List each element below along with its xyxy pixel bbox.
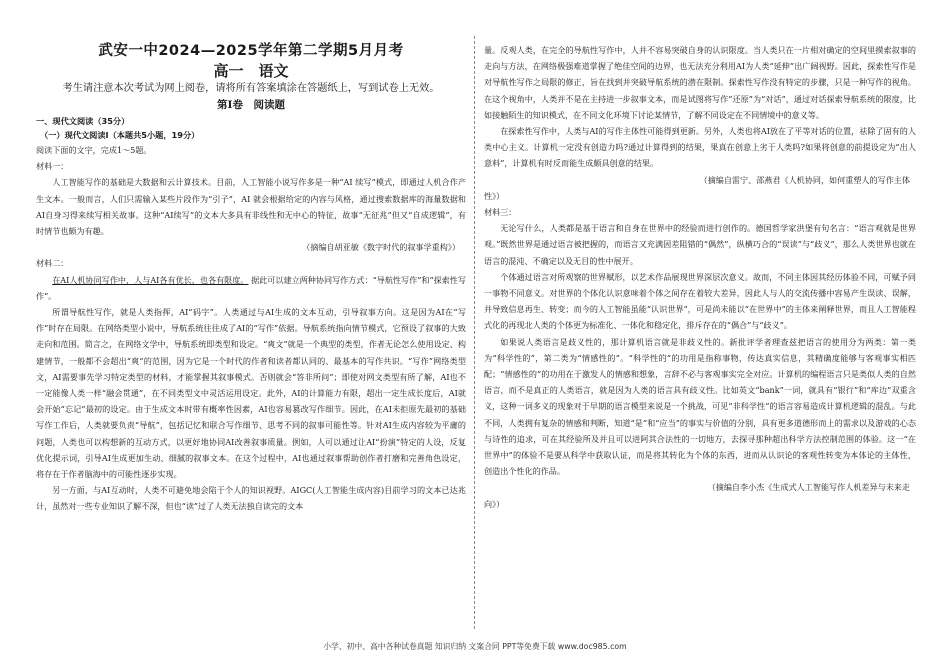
material-2-label: 材料二： (36, 258, 69, 269)
material-2-intro-rest: 据此可以建立两种协同写作方式：“导航性写作”和“探索性写作”。 (36, 274, 467, 301)
page-footer: 小学、初中、高中各种试卷真题 知识归纳 文案合同 PPT等免费下载 www.doc985.com (323, 642, 627, 651)
exam-title: 武安一中2024—2025学年第二学期5月月考 (98, 43, 404, 59)
section-heading: 一、现代文阅读（35分） (36, 116, 130, 126)
underlined-sentence: 在AI人机协同写作中，人与AI各有优长，也各有限度。 (52, 274, 249, 285)
left-column (36, 42, 466, 515)
material-2-continued: 量。反观人类，在完全的导航性写作中，人并不容易突破自身的认识限度。当人类只在一片相对确定的空间里摸索叙事的走向与方法，在网络极强难道掌握了绝佳空间的边界，也无法充分利用AI为人类“延伸”出广阔视野。因此，探索性写作是对导航性写作之局限的修正，旨在找到并突破导航系统的潜在限制。探索性写作没有特定的步骤，只是一种写作的视角。在这个视角中，人类并不是在主持进一步叙事文本，而是试图将写作“还原”为“对话”，通过对话探索导航系统的限度，比如接触陌生的知识模式，在不同文化环境下讨论某情节，了解不同设定在不同情境中的意义等。 (484, 45, 916, 120)
material-3-paragraph-3: 如果说人类语言是歧义性的，那计算机语言就是非歧义性的。新批评学者理查兹把语言的使用分为两类：第一类为“科学性的”，第二类为“情感性的”。“科学性的”的功用是指称事物，传达真实信息，其精确度能够与客观事实相匹配；“情感性的”的功用在于激发人的情感和想象，言辞不必与客观事实完全对应。计算机的编程语言只是类似人类的自然语言，而不是真正的人类语言，就是因为人类的语言具有歧义性。比如英文“bank”一词，就具有“银行”和“库边”双重含义，这种一词多义的现象对于早期的语言模型来说是一个挑战，可见“非科学性”的语言容易造成计算机逻辑的混乱。与此不同，人类拥有复杂的情感和判断，知道“是”和“应当”的事实与价值的分别，具有更多道德形而上的需求以及游戏的心态与诗性的追求，可在其经验所及并且可以进阿其合法性的一切地方，去探寻那种超出科学方法控制范围的体验。这一“在世界中”的体验不是要从科学中获取认证，而是将其转化为个体的东西，进而从认识论的客观性转变为本体论的主体性，创造出个性化的作品。 (484, 336, 916, 477)
material-1-label: 材料一： (36, 161, 69, 172)
material-2-source-b: 性》） (484, 190, 505, 201)
material-1-paragraph: 人工智能写作的基础是大数据和云计算技术。目前，人工智能小说写作多是一种“AI 续写”模式，即通过人机合作产生文本。一般而言，人们只需输入某些片段作为“引子”，AI 就会根据给定的内容与风格，通过搜索数据库的海量数据和AI自身习得来续写相关故事。这种“AI续写”的文本大多具有非线性和无中心的特征，故事“无征兆”但又“自成逻辑”，有时情节也颇为有趣。 (36, 177, 466, 237)
material-2-paragraph-2: 所谓导航性写作，就是人类指挥，AI“码字”。人类通过与AI生成的文本互动，引导叙事方向。这是因为AI在“写作”时存在局限。在网络类型小说中，导航系统往往成了AI的“写作”依据。导航系统指向情节模式，它预设了叙事的大致走向和范围。简言之，在网络文学中，导航系统即类型和设定。“爽文”就是一个典型的类型，作者无论怎么使用设定、构建情节，一般都不会超出“爽”的范围，因为它是一个时代的作者和读者都认同的、最基本的写作共识。“写作”网络类型文，AI需要事先学习特定类型的材料，才能掌握其叙事模式。否则就会“答非所问”；即使对网文类型有所了解，AI也不一定能像人类一样“融会贯通”，在不同类型文中灵活运用设定。此外，AI的计算能力有限，超出一定生成长度后，AI就会开始“忘记”最初的设定。由于生成文本时带有概率性因素，AI也容易篡改写作细节。因此，在AI未拒原先最初的基础写作工作后，人类就要负责“导航”，包括记忆和联合写作细节、思考不同的叙事可能性等。针对AI生成内容较为平庸的问题，人类也可以构想新的互动方式，以更好地协同AI改善叙事质量。例如，人可以通过让AI“扮演”特定的人设，反复优化提示词，引导AI生成更加生动、细腻的叙事文本。在这个过程中，AI也通过叙事帮助创作者打磨和完善角色设定，将存在于作者脑海中的可能性逐步实现。 (36, 307, 466, 480)
exam-subject: 高一 语文 (213, 62, 289, 80)
column-divider (474, 36, 475, 629)
material-3-paragraph-1: 无论写什么，人类都是基于语言和自身在世界中的经验而进行创作的。德国哲学家洪堡有句名言：“语言观就是世界观。”既然世界是通过语言被把握的，而语言又充满因差阻错的“偶然”，纵横巧合的“误读”与“歧义”，那么人类世界也就在语言的混沌、不确定以及无目的性中展开。 (484, 223, 916, 266)
material-3-label: 材料三： (484, 207, 517, 218)
material-3-source-a: （摘编自李小杰《生成式人工智能写作人机差异与未来走 (707, 482, 910, 493)
exam-notice: 考生请注意本次考试为网上阅卷，请将所有答案填涂在答题纸上，写到试卷上无效。 (62, 83, 440, 94)
subsection-heading: （一）现代文阅读Ⅰ（本题共5小题，19分） (40, 130, 200, 140)
material-1-source: （摘编自胡亚敏《数字时代的叙事学重构》） (302, 242, 460, 253)
material-2-intro (36, 272, 466, 304)
volume-heading: 第Ⅰ卷 阅读题 (217, 99, 285, 111)
material-3-source-b: 向》） (484, 498, 505, 509)
right-column (484, 42, 916, 512)
material-2-source-a: （摘编自雷宁、邵燕君《人机协同，如何重塑人的写作主体 (699, 174, 910, 185)
material-2-paragraph-4: 在探索性写作中，人类与AI的写作主体性可能得到更新。另外，人类也将AI放在了平等对话的位置，祛除了固有的人类中心主义。计算机一定没有创造力吗?通过计算得到的结果，果真在创意上劣于人类吗?如果将创意的前提设定为“出人意料”，计算机有时反而能生成颇具创意的结果。 (484, 126, 916, 169)
material-3-paragraph-2: 个体通过语言对所观察的世界赋形，以艺术作品展现世界深层次意义。故而，不同主体因其经历体验不同，可赋予同一事物不同意义。对世界的个体化认识意味着个体之间存在着较大差异，因此人与人的交流传播中容易产生误读、误解，并导致信息再生、转变；而今的人工智能虽能“认识世界”，可是尚未能以“在世界中”的主体来阐释世界，而且人工智能程式化的再现北人类的个体更为标准化、一体化和稳定化，排斥存在的“偶合”与“歧义”。 (484, 271, 916, 331)
reading-instruction: 阅读下面的文字，完成1～5题。 (36, 145, 152, 155)
material-2-paragraph-3: 另一方面，与AI互动时，人类不可避免地会陷于个人的知识视野。AIGC(人工智能生成内容)目前学习的文本已达兆计，虽然对一些专业知识了解不深，但也“读”过了人类无法独自读完的文本 (36, 485, 466, 512)
